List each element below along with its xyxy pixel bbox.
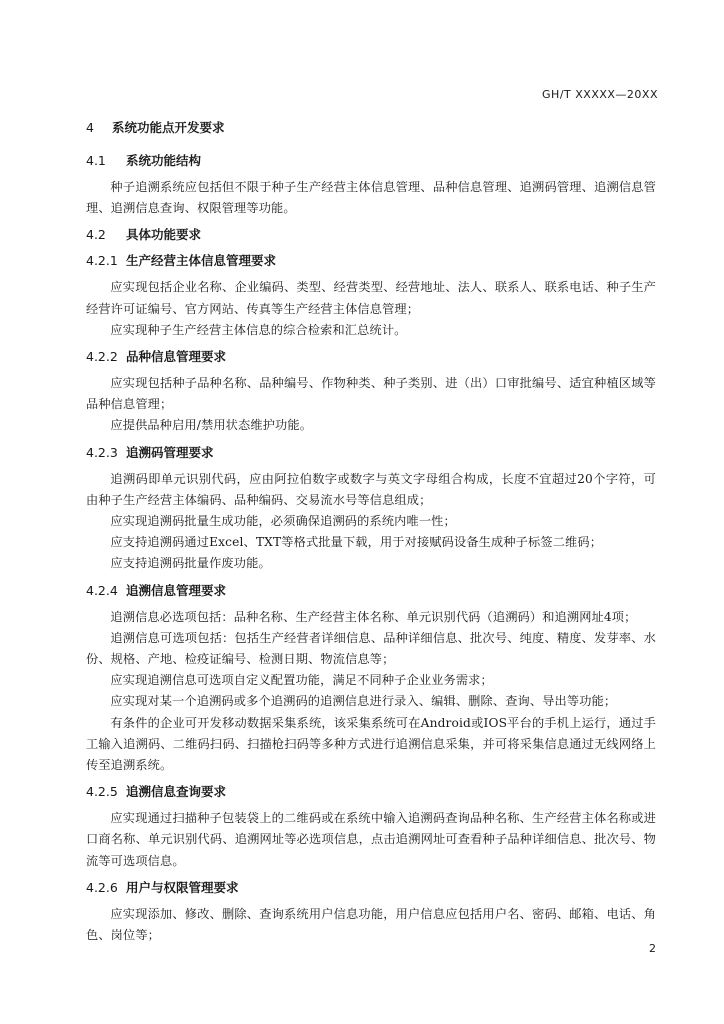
section-title: 系统功能结构 bbox=[126, 153, 202, 168]
section-4-2-4 bbox=[86, 581, 656, 777]
paragraph: 追溯信息必选项包括：品种名称、生产经营主体名称、单元识别代码（追溯码）和追溯网址4项； bbox=[110, 609, 637, 624]
paragraph: 应实现包括种子品种名称、品种编号、作物种类、种子类别、进（出）口审批编号、适宜种植区域等品种信息管理； bbox=[86, 376, 656, 412]
paragraph-list bbox=[86, 469, 656, 575]
section-number: 4.2 bbox=[86, 227, 106, 243]
chapter-heading bbox=[86, 118, 656, 138]
paragraph-list bbox=[86, 277, 656, 341]
paragraph: 应实现种子生产经营主体信息的综合检索和汇总统计。 bbox=[110, 322, 407, 337]
paragraph-list bbox=[86, 373, 656, 437]
section-number: 4.2.1 bbox=[86, 253, 118, 269]
section-4-2 bbox=[86, 225, 656, 245]
section-heading bbox=[86, 581, 656, 601]
section-4-2-3 bbox=[86, 443, 656, 575]
section-heading bbox=[86, 251, 656, 271]
paragraph-list bbox=[86, 177, 656, 219]
section-title: 具体功能要求 bbox=[126, 227, 202, 243]
document-body bbox=[86, 118, 656, 952]
section-number: 4.1 bbox=[86, 153, 106, 168]
section-number: 4.2.5 bbox=[86, 784, 118, 800]
paragraph: 应实现对某一个追溯码或多个追溯码的追溯信息进行录入、编辑、删除、查询、导出等功能； bbox=[110, 694, 617, 709]
section-4-2-6 bbox=[86, 878, 656, 946]
section-4-2-1 bbox=[86, 251, 656, 341]
page-number: 2 bbox=[649, 942, 656, 955]
section-number: 4.2.3 bbox=[86, 444, 118, 460]
section-heading bbox=[86, 443, 656, 463]
section-title: 生产经营主体信息管理要求 bbox=[126, 253, 277, 269]
paragraph-list bbox=[86, 808, 656, 872]
section-title: 追溯码管理要求 bbox=[126, 444, 214, 460]
paragraph: 应实现包括企业名称、企业编码、类型、经营类型、经营地址、法人、联系人、联系电话、种子生产经营许可证编号、官方网站、传真等生产经营主体信息管理； bbox=[86, 280, 656, 316]
paragraph: 应支持追溯码批量作废功能。 bbox=[110, 556, 271, 571]
section-4-2-5 bbox=[86, 782, 656, 872]
section-heading bbox=[86, 151, 656, 171]
paragraph: 应实现追溯信息可选项自定义配置功能，满足不同种子企业业务需求； bbox=[110, 673, 493, 688]
section-heading bbox=[86, 878, 656, 898]
section-title: 品种信息管理要求 bbox=[126, 349, 227, 365]
section-heading bbox=[86, 782, 656, 802]
section-4-1 bbox=[86, 151, 656, 219]
paragraph: 种子追溯系统应包括但不限于种子生产经营主体信息管理、品种信息管理、追溯码管理、追溯信息管理、追溯信息查询、权限管理等功能。 bbox=[86, 180, 656, 216]
paragraph: 应实现添加、修改、删除、查询系统用户信息功能，用户信息应包括用户名、密码、邮箱、电话、角色、岗位等； bbox=[86, 906, 656, 943]
section-4-2-2 bbox=[86, 347, 656, 437]
chapter-number: 4 bbox=[86, 120, 94, 135]
paragraph: 应实现通过扫描种子包装袋上的二维码或在系统中输入追溯码查询品种名称、生产经营主体名称或进口商名称、单元识别代码、追溯网址等必选项信息，点击追溯网址可查看种子品种详细信息、批次号、物流等可选项信息。 bbox=[86, 811, 656, 868]
paragraph: 追溯信息可选项包括：包括生产经营者详细信息、品种详细信息、批次号、纯度、精度、发芽率、水份、规格、产地、检疫证编号、检测日期、物流信息等； bbox=[86, 630, 656, 667]
section-heading bbox=[86, 347, 656, 367]
section-title: 追溯信息查询要求 bbox=[126, 784, 227, 800]
paragraph: 应提供品种启用/禁用状态维护功能。 bbox=[110, 418, 313, 433]
document-code-header: GH/T XXXXX—20XX bbox=[542, 88, 658, 101]
paragraph-list bbox=[86, 607, 656, 777]
paragraph: 应实现追溯码批量生成功能，必须确保追溯码的系统内唯一性； bbox=[110, 514, 456, 529]
section-number: 4.2.6 bbox=[86, 879, 118, 895]
section-title: 追溯信息管理要求 bbox=[126, 582, 227, 598]
paragraph-list bbox=[86, 904, 656, 946]
section-title: 用户与权限管理要求 bbox=[126, 879, 239, 895]
sections-container bbox=[86, 151, 656, 946]
chapter-title: 系统功能点开发要求 bbox=[112, 120, 225, 135]
section-number: 4.2.4 bbox=[86, 582, 118, 598]
section-number: 4.2.2 bbox=[86, 349, 118, 365]
paragraph: 应支持追溯码通过Excel、TXT等格式批量下载，用于对接赋码设备生成种子标签二维码； bbox=[110, 535, 603, 550]
paragraph: 追溯码即单元识别代码，应由阿拉伯数字或数字与英文字母组合构成，长度不宜超过20个字符，可由种子生产经营主体编码、品种编码、交易流水号等信息组成； bbox=[86, 471, 656, 507]
section-heading bbox=[86, 225, 656, 245]
paragraph: 有条件的企业可开发移动数据采集系统，该采集系统可在Android或IOS平台的手机上运行，通过手工输入追溯码、二维码扫码、扫描枪扫码等多种方式进行追溯信息采集，并可将采集信息通过无线网络上传至追溯系统。 bbox=[86, 715, 656, 773]
